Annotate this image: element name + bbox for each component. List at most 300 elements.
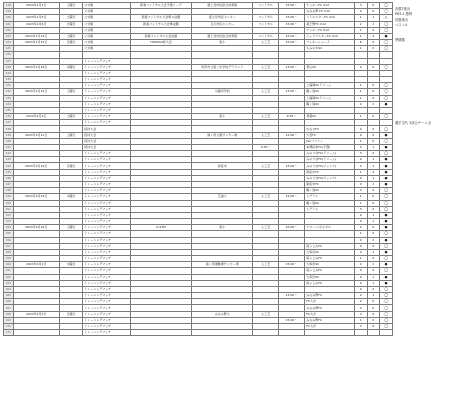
opponent-cell[interactable]: 新座中FC [305,181,355,187]
match-type-cell[interactable]: トレーニングマッチ [83,243,131,249]
weekday-cell[interactable]: 土曜日 [60,114,83,120]
row-number[interactable]: 167 [4,305,14,311]
row-number[interactable]: 149 [4,194,14,200]
surface-cell[interactable]: 人工芝 [253,163,278,169]
match-type-cell[interactable]: 公式戦 [83,40,131,46]
match-type-cell[interactable]: トレーニングマッチ [83,274,131,280]
date-cell[interactable]: 2023年2月4日 [13,114,60,120]
match-type-cell[interactable]: 公式戦 [83,27,131,33]
kickoff-cell[interactable]: 15:00〜 [278,33,304,39]
row-number[interactable]: 137 [4,120,14,126]
score-for-cell[interactable]: 2 [354,299,367,305]
opponent-cell[interactable]: 大和田SC [305,274,355,280]
result-mark-cell[interactable]: ◯ [380,200,393,206]
note-cell[interactable] [395,276,457,281]
venue-cell[interactable]: 川越市学校 [192,89,253,95]
result-mark-cell[interactable]: ◯ [380,286,393,292]
surface-cell[interactable]: 人工芝 [253,132,278,138]
match-type-cell[interactable]: 招待大会 [83,126,131,132]
result-mark-cell[interactable]: ◯ [380,46,393,52]
row-number[interactable]: 135 [4,107,14,113]
score-against-cell[interactable]: 0 [367,27,380,33]
opponent-cell[interactable]: みのり台FC(ドリーム) [305,151,355,157]
score-for-cell[interactable]: 1 [354,194,367,200]
result-mark-cell[interactable]: ● [380,169,393,175]
result-mark-cell[interactable]: ◯ [380,40,393,46]
score-for-cell[interactable]: 3 [354,3,367,9]
result-mark-cell[interactable]: ● [380,132,393,138]
row-number[interactable]: 141 [4,144,14,150]
surface-cell[interactable]: 9:30〜 [253,144,278,150]
result-mark-cell[interactable]: ● [380,33,393,39]
score-for-cell[interactable]: 0 [354,163,367,169]
score-against-cell[interactable]: 1 [367,144,380,150]
row-number[interactable]: 151 [4,206,14,212]
score-against-cell[interactable]: 0 [367,206,380,212]
match-type-cell[interactable]: トレーニングマッチ [83,194,131,200]
note-cell[interactable]: 選手交代 5試合チーム全 [395,120,432,125]
result-mark-cell[interactable]: ◯ [380,293,393,299]
row-number[interactable]: 154 [4,225,14,231]
score-against-cell[interactable] [367,330,380,336]
row-number[interactable]: 134 [4,101,14,107]
match-type-cell[interactable]: トレーニングマッチ [83,83,131,89]
score-for-cell[interactable]: 3 [354,144,367,150]
score-against-cell[interactable]: 0 [367,64,380,70]
score-for-cell[interactable]: 1 [354,317,367,323]
result-mark-cell[interactable]: ● [380,219,393,225]
row-number[interactable]: 140 [4,138,14,144]
opponent-cell[interactable]: 新座中FC [305,169,355,175]
match-type-cell[interactable]: トレーニングマッチ [83,299,131,305]
match-type-cell[interactable]: トレーニングマッチ [83,200,131,206]
score-against-cell[interactable]: 0 [367,126,380,132]
event-cell[interactable]: 新春フットサル大会準決勝 [130,21,191,27]
match-type-cell[interactable]: トレーニングマッチ [83,293,131,299]
score-for-cell[interactable]: 0 [354,268,367,274]
opponent-cell[interactable]: 上福岡SCドリーム [305,83,355,89]
row-number[interactable]: 124 [4,40,14,46]
kickoff-cell[interactable]: 13:00〜 [278,163,304,169]
surface-cell[interactable]: 人工芝 [253,194,278,200]
opponent-cell[interactable]: ななせFC [305,126,355,132]
row-number[interactable]: 145 [4,169,14,175]
opponent-cell[interactable]: 竜王野FC U12 [305,21,355,27]
opponent-cell[interactable]: 青葉SC [305,114,355,120]
result-mark-cell[interactable]: ◯ [380,114,393,120]
result-mark-cell[interactable]: ◯ [380,138,393,144]
date-cell[interactable]: 2023年2月25日 [13,225,60,231]
score-against-cell[interactable]: 0 [367,231,380,237]
score-against-cell[interactable]: 5 [367,132,380,138]
date-cell[interactable]: 2023年1月21日 [13,89,60,95]
weekday-cell[interactable]: 土曜日 [60,89,83,95]
result-mark-cell[interactable]: △ [380,15,393,21]
score-against-cell[interactable]: 0 [367,138,380,144]
row-number[interactable]: 123 [4,33,14,39]
match-type-cell[interactable]: トレーニングマッチ [83,95,131,101]
kickoff-cell[interactable]: 13:00〜 [278,89,304,95]
match-type-cell[interactable]: トレーニングマッチ [83,219,131,225]
weekday-cell[interactable]: 土曜日 [60,15,83,21]
result-mark-cell[interactable]: ◯ [380,323,393,329]
score-against-cell[interactable]: 2 [367,33,380,39]
score-for-cell[interactable]: 4 [354,219,367,225]
score-against-cell[interactable]: 1 [367,157,380,163]
venue-cell[interactable]: 東小 [192,40,253,46]
match-type-cell[interactable]: トレーニングマッチ [83,101,131,107]
opponent-cell[interactable]: 大和田SC [305,249,355,255]
score-for-cell[interactable]: 3 [354,323,367,329]
opponent-cell[interactable]: 鶴ヶ島SC [305,89,355,95]
row-number[interactable]: 153 [4,219,14,225]
note-cell[interactable]: 準優勝 [395,38,405,43]
row-number[interactable]: 126 [4,52,14,58]
score-for-cell[interactable]: 0 [354,243,367,249]
row-number[interactable]: 129 [4,70,14,76]
kickoff-cell[interactable] [278,330,304,336]
opponent-cell[interactable]: FC大井 [305,299,355,305]
match-type-cell[interactable]: トレーニングマッチ [83,249,131,255]
match-type-cell[interactable]: トレーニングマッチ [83,212,131,218]
kickoff-cell[interactable]: 10:00〜 [278,225,304,231]
match-type-cell[interactable]: トレーニングマッチ [83,225,131,231]
score-against-cell[interactable]: 1 [367,175,380,181]
surface-cell[interactable]: 人工芝 [253,262,278,268]
match-type-cell[interactable]: トレーニングマッチ [83,237,131,243]
score-for-cell[interactable]: 0 [354,274,367,280]
row-number[interactable]: 159 [4,256,14,262]
score-for-cell[interactable]: 1 [354,15,367,21]
kickoff-cell[interactable]: 15:00〜 [278,21,304,27]
row-number[interactable]: 130 [4,77,14,83]
result-mark-cell[interactable]: ◯ [380,151,393,157]
opponent-cell[interactable]: みなみ野FC [305,317,355,323]
score-against-cell[interactable]: 0 [367,83,380,89]
row-number[interactable]: 171 [4,330,14,336]
result-mark-cell[interactable]: ◯ [380,243,393,249]
match-type-cell[interactable]: 公式戦 [83,33,131,39]
score-for-cell[interactable]: 0 [354,262,367,268]
row-number[interactable]: 147 [4,181,14,187]
score-against-cell[interactable]: 2 [367,237,380,243]
row-number[interactable]: 155 [4,231,14,237]
result-mark-cell[interactable]: ◯ [380,89,393,95]
row-number[interactable]: 133 [4,95,14,101]
row-number[interactable]: 163 [4,280,14,286]
date-cell[interactable]: 2023年1月4日 [13,3,60,9]
result-mark-cell[interactable]: ● [380,101,393,107]
row-number[interactable]: 157 [4,243,14,249]
opponent-cell[interactable]: シャドウスターFC U12 [305,33,355,39]
match-type-cell[interactable]: 公式戦 [83,21,131,27]
match-type-cell[interactable]: トレーニングマッチ [83,77,131,83]
result-mark-cell[interactable]: ◯ [380,231,393,237]
result-mark-cell[interactable]: ◯ [380,206,393,212]
result-mark-cell[interactable]: ● [380,163,393,169]
score-for-cell[interactable]: 3 [354,206,367,212]
result-mark-cell[interactable]: ● [380,262,393,268]
score-for-cell[interactable]: 3 [354,188,367,194]
opponent-cell[interactable] [305,330,355,336]
score-for-cell[interactable]: 1 [354,200,367,206]
result-mark-cell[interactable]: ◯ [380,95,393,101]
score-against-cell[interactable]: 0 [367,243,380,249]
score-for-cell[interactable]: 1 [354,95,367,101]
opponent-cell[interactable]: 南ふじみFC [305,280,355,286]
row-number[interactable]: 127 [4,58,14,64]
kickoff-cell[interactable]: 12:00〜 [278,132,304,138]
venue-cell[interactable]: みなみ野小 [192,311,253,317]
score-for-cell[interactable]: 1 [354,256,367,262]
match-type-cell[interactable]: トレーニングマッチ [83,206,131,212]
score-for-cell[interactable]: 6 [354,40,367,46]
kickoff-cell[interactable]: 14:00〜 [278,194,304,200]
row-number[interactable]: 143 [4,157,14,163]
row-number[interactable]: 162 [4,274,14,280]
surface-cell[interactable]: 人工芝 [253,114,278,120]
result-mark-cell[interactable]: ● [380,237,393,243]
score-against-cell[interactable]: 1 [367,15,380,21]
score-for-cell[interactable]: 0 [354,101,367,107]
match-type-cell[interactable]: トレーニングマッチ [83,188,131,194]
result-mark-cell[interactable]: ● [380,280,393,286]
weekday-cell[interactable]: 土曜日 [60,225,83,231]
weekday-cell[interactable]: 土曜日 [60,33,83,39]
result-mark-cell[interactable]: ◯ [380,3,393,9]
kickoff-cell[interactable]: 9:30〜 [278,114,304,120]
venue-cell[interactable]: 滝ヶ原運動場サッカー場 [192,262,253,268]
match-type-cell[interactable]: トレーニングマッチ [83,163,131,169]
match-type-cell[interactable]: トレーニングマッチ [83,311,131,317]
row-number[interactable]: 169 [4,317,14,323]
result-mark-cell[interactable]: ◯ [380,256,393,262]
result-mark-cell[interactable]: ◯ [380,64,393,70]
score-for-cell[interactable]: 0 [354,212,367,218]
row-number[interactable]: 156 [4,237,14,243]
score-for-cell[interactable]: 0 [354,126,367,132]
venue-cell[interactable]: 石川市民センター [192,21,253,27]
match-type-cell[interactable]: トレーニングマッチ [83,256,131,262]
row-number[interactable]: 168 [4,311,14,317]
weekday-cell[interactable]: 木曜日 [60,262,83,268]
row-number[interactable]: 166 [4,299,14,305]
row-number[interactable]: 120 [4,15,14,21]
surface-cell[interactable]: 人工芝 [253,225,278,231]
weekday-cell[interactable]: 日曜日 [60,311,83,317]
surface-cell[interactable]: 人工芝 [253,311,278,317]
result-mark-cell[interactable]: ● [380,144,393,150]
score-for-cell[interactable]: 3 [354,151,367,157]
match-type-cell[interactable]: トレーニングマッチ [83,114,131,120]
surface-cell[interactable] [253,330,278,336]
match-type-cell[interactable]: トレーニングマッチ [83,120,131,126]
score-against-cell[interactable]: 0 [367,95,380,101]
match-type-cell[interactable]: トレーニングマッチ [83,268,131,274]
opponent-cell[interactable]: ヒグラシ [305,194,355,200]
venue-cell[interactable] [192,330,253,336]
score-for-cell[interactable]: 2 [354,21,367,27]
opponent-cell[interactable]: 鶴ヶ島SC [305,188,355,194]
score-against-cell[interactable]: 0 [367,200,380,206]
score-against-cell[interactable]: 0 [367,305,380,311]
date-cell[interactable] [13,330,60,336]
surface-cell[interactable]: 人工芝 [253,64,278,70]
opponent-cell[interactable]: 南ふじみFC [305,243,355,249]
result-mark-cell[interactable]: ● [380,249,393,255]
result-mark-cell[interactable]: ● [380,274,393,280]
score-for-cell[interactable]: 3 [354,311,367,317]
opponent-cell[interactable]: みなみ野FC [305,305,355,311]
row-number[interactable]: 119 [4,9,14,15]
score-against-cell[interactable]: 0 [367,40,380,46]
date-cell[interactable]: 2023年1月18日 [13,64,60,70]
score-against-cell[interactable]: 1 [367,21,380,27]
score-against-cell[interactable]: 1 [367,219,380,225]
note-cell[interactable]: ベスト4 [395,22,407,27]
note-cell[interactable]: PK3-2 勝利 [395,12,413,17]
result-mark-cell[interactable]: ● [380,225,393,231]
score-against-cell[interactable]: 1 [367,163,380,169]
date-cell[interactable]: 2023年2月19日 [13,163,60,169]
score-for-cell[interactable]: 0 [354,181,367,187]
score-for-cell[interactable]: 1 [354,114,367,120]
date-cell[interactable]: 2023年1月15日 [13,40,60,46]
surface-cell[interactable]: フットサル [253,15,278,21]
date-cell[interactable]: 2023年1月6日 [13,21,60,27]
match-type-cell[interactable]: トレーニングマッチ [83,58,131,64]
result-mark-cell[interactable] [380,330,393,336]
score-for-cell[interactable]: 1 [354,33,367,39]
row-number[interactable]: 139 [4,132,14,138]
score-against-cell[interactable]: 0 [367,256,380,262]
row-number[interactable]: 148 [4,188,14,194]
score-against-cell[interactable]: 0 [367,268,380,274]
opponent-cell[interactable]: みのり台FC(ジュニア) [305,175,355,181]
score-for-cell[interactable]: 0 [354,249,367,255]
venue-cell[interactable]: 新座市 [192,163,253,169]
row-number[interactable]: 125 [4,46,14,52]
match-type-cell[interactable]: 公式戦 [83,15,131,21]
score-for-cell[interactable]: 1 [354,169,367,175]
event-cell[interactable]: 新春フットサル大会準々決勝 [130,15,191,21]
score-against-cell[interactable]: 0 [367,46,380,52]
kickoff-cell[interactable]: 15:00〜 [278,3,304,9]
score-against-cell[interactable]: 2 [367,101,380,107]
row-number[interactable]: 170 [4,323,14,329]
kickoff-cell[interactable]: 15:00〜 [278,262,304,268]
opponent-cell[interactable]: 大宮FC [305,132,355,138]
venue-cell[interactable]: 富士見市民センター [192,15,253,21]
score-for-cell[interactable]: 1 [354,27,367,33]
surface-cell[interactable]: フットサル [253,33,278,39]
opponent-cell[interactable]: 大和田SC [305,262,355,268]
row-number[interactable]: 165 [4,293,14,299]
kickoff-cell[interactable]: 15:00〜 [278,40,304,46]
weekday-cell[interactable] [60,330,83,336]
weekday-cell[interactable]: 日曜日 [60,163,83,169]
row-number[interactable]: 132 [4,89,14,95]
event-cell[interactable]: 新春フットサル大会決勝 [130,33,191,39]
result-mark-cell[interactable]: ◯ [380,188,393,194]
opponent-cell[interactable]: みのり台FC(ジュニア) [305,163,355,169]
score-for-cell[interactable]: 3 [354,305,367,311]
event-cell[interactable] [130,330,191,336]
score-against-cell[interactable]: 0 [367,317,380,323]
result-mark-cell[interactable]: ◯ [380,21,393,27]
score-for-cell[interactable]: 0 [354,132,367,138]
opponent-cell[interactable]: FC大井 [305,323,355,329]
opponent-cell[interactable]: みなみ野 FC U12 [305,9,355,15]
match-type-cell[interactable]: トレーニングマッチ [83,169,131,175]
match-type-cell[interactable]: 公式戦 [83,9,131,15]
row-number[interactable]: 128 [4,64,14,70]
opponent-cell[interactable]: ワッキーシャーク [305,40,355,46]
opponent-cell[interactable]: 南ふじみFC [305,268,355,274]
match-type-cell[interactable]: トレーニングマッチ [83,151,131,157]
score-against-cell[interactable]: 0 [367,151,380,157]
score-against-cell[interactable]: 0 [367,3,380,9]
score-against-cell[interactable]: 0 [367,89,380,95]
score-for-cell[interactable] [354,330,367,336]
opponent-cell[interactable]: アローバ,元ホタル [305,225,355,231]
row-number[interactable]: 142 [4,151,14,157]
row-number[interactable]: 161 [4,268,14,274]
score-for-cell[interactable]: 4 [354,9,367,15]
weekday-cell[interactable]: 日曜日 [60,40,83,46]
score-against-cell[interactable]: 1 [367,212,380,218]
score-for-cell[interactable]: 1 [354,89,367,95]
score-for-cell[interactable]: 0 [354,280,367,286]
score-against-cell[interactable]: 1 [367,280,380,286]
result-mark-cell[interactable]: ◯ [380,27,393,33]
match-type-cell[interactable]: 招待大会 [83,138,131,144]
opponent-cell[interactable]: 鶴ヶ島SC [305,101,355,107]
row-number[interactable]: 150 [4,200,14,206]
result-mark-cell[interactable]: ◯ [380,126,393,132]
match-type-cell[interactable]: 招待大会 [83,132,131,138]
row-number[interactable]: 118 [4,3,14,9]
score-against-cell[interactable]: 1 [367,293,380,299]
match-type-cell[interactable]: トレーニングマッチ [83,70,131,76]
weekday-cell[interactable]: 土曜日 [60,3,83,9]
kickoff-cell[interactable]: 13:00〜 [278,293,304,299]
kickoff-cell[interactable]: 15:00〜 [278,317,304,323]
score-against-cell[interactable]: 1 [367,262,380,268]
venue-cell[interactable]: 富士見市民総合体育館 [192,3,253,9]
opponent-cell[interactable]: みのり台FC(ドリーム) [305,157,355,163]
opponent-cell[interactable]: リトルスターFC U12 [305,15,355,21]
score-against-cell[interactable]: 0 [367,194,380,200]
score-against-cell[interactable]: 0 [367,311,380,317]
match-type-cell[interactable]: トレーニングマッチ [83,181,131,187]
match-type-cell[interactable]: トレーニングマッチ [83,64,131,70]
score-against-cell[interactable]: 0 [367,9,380,15]
score-for-cell[interactable]: 0 [354,237,367,243]
event-cell[interactable]: 新春フットサル大会予選リーグ [130,3,191,9]
result-mark-cell[interactable]: ◯ [380,311,393,317]
match-type-cell[interactable]: トレーニングマッチ [83,305,131,311]
weekday-cell[interactable]: 木曜日 [60,194,83,200]
match-type-cell[interactable]: 公式戦 [83,46,131,52]
row-number[interactable]: 131 [4,83,14,89]
score-against-cell[interactable]: 0 [367,299,380,305]
date-cell[interactable]: 2023年3月2日 [13,262,60,268]
opponent-cell[interactable]: ヤッホーFC U12 [305,3,355,9]
score-for-cell[interactable]: 1 [354,46,367,52]
result-mark-cell[interactable]: ◯ [380,83,393,89]
match-type-cell[interactable]: トレーニングマッチ [83,317,131,323]
